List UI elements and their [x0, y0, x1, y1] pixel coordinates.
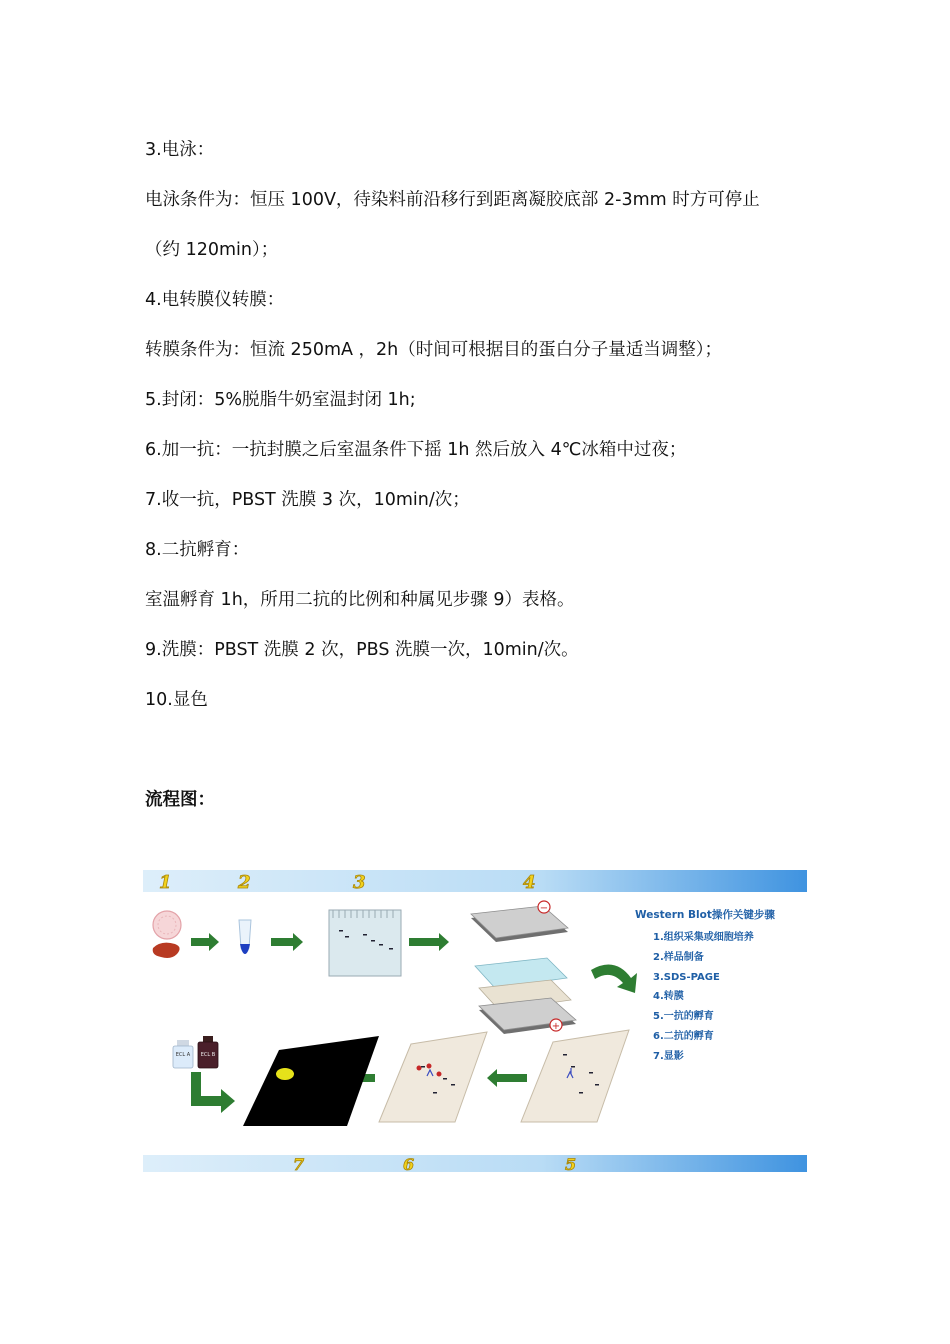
- legend-item-5: 5.一抗的孵育: [653, 1011, 714, 1022]
- ecl-bottle-b-label: ECL B: [200, 1052, 216, 1058]
- legend-item-2: 2.样品制备: [653, 952, 704, 963]
- flowchart-heading: 流程图：: [145, 790, 215, 810]
- legend-item-6: 6.二抗的孵育: [653, 1031, 714, 1042]
- step-6-primary-antibody: 6.加一抗：一抗封膜之后室温条件下摇 1h 然后放入 4℃冰箱中过夜；: [145, 440, 687, 460]
- step-number-2: 2: [238, 872, 251, 893]
- ecl-bottle-a-label: ECL A: [175, 1052, 191, 1058]
- step-number-5: 5: [565, 1155, 577, 1172]
- step-7-collect-antibody: 7.收一抗，PBST 洗膜 3 次，10min/次；: [145, 490, 470, 510]
- legend-item-1: 1.组织采集或细胞培养: [653, 932, 754, 943]
- cell-culture-dish-icon: [153, 911, 181, 939]
- legend-title: Western Blot操作关键步骤: [635, 909, 775, 921]
- step-number-6: 6: [403, 1155, 415, 1172]
- step-number-3: 3: [353, 872, 366, 893]
- step-number-7: 7: [293, 1155, 305, 1172]
- step-8-condition: 室温孵育 1h，所用二抗的比例和种属见步骤 9）表格。: [145, 590, 575, 610]
- sds-page-gel-icon: [329, 910, 401, 976]
- bottom-band: [143, 1155, 807, 1172]
- legend-item-3: 3.SDS-PAGE: [653, 972, 720, 983]
- step-3-condition: 电泳条件为：恒压 100V，待染料前沿移行到距离凝胶底部 2-3mm 时方可停止: [145, 190, 760, 210]
- step-4-heading: 4.电转膜仪转膜：: [145, 290, 285, 310]
- step-4-condition: 转膜条件为：恒流 250mA ，2h（时间可根据目的蛋白分子量适当调整）；: [145, 340, 723, 360]
- step-3-heading: 3.电泳：: [145, 140, 215, 160]
- step-number-1: 1: [159, 872, 172, 893]
- step-5-blocking: 5.封闭：5%脱脂牛奶室温封闭 1h;: [145, 390, 416, 410]
- legend-item-7: 7.显影: [653, 1051, 684, 1062]
- step-9-wash: 9.洗膜：PBST 洗膜 2 次，PBS 洗膜一次，10min/次。: [145, 640, 579, 660]
- legend-item-4: 4.转膜: [653, 991, 684, 1002]
- step-8-heading: 8.二抗孵育：: [145, 540, 250, 560]
- minus-sign: −: [539, 903, 549, 914]
- step-number-4: 4: [523, 872, 536, 893]
- step-3-condition-continued: （约 120min）；: [145, 240, 279, 260]
- plus-sign: +: [551, 1021, 561, 1032]
- step-10-develop: 10.显色: [145, 690, 208, 710]
- western-blot-flowchart: [143, 870, 807, 1172]
